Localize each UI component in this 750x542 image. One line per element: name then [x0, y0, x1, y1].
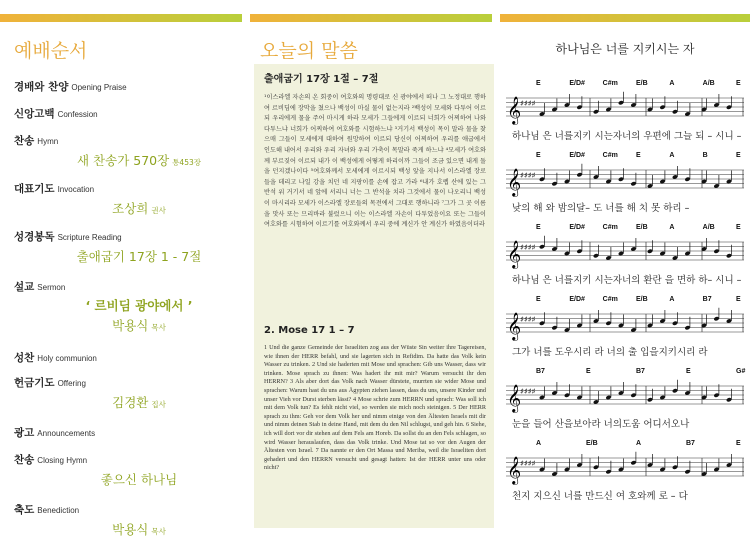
header-bar-word: [250, 14, 492, 22]
hymn-lyric-line: 천지 지으신 너를 만드신 여 호와께 로 – 다: [512, 491, 688, 502]
music-system: [506, 296, 744, 366]
chord-symbol: A: [669, 80, 675, 87]
chord-symbol: A: [669, 224, 675, 231]
chord-symbol: G#: [736, 368, 746, 375]
music-staff: [506, 164, 744, 198]
scripture-text-german: 1 Und die ganze Gemeinde der Israeliten zog aus der Wüste Sin weiter ihre Tagereisen, wie ihnen der HERR befahl, und sie lagerten sich in Refidim. Da hatte das Volk kein Wasser zu trinken. 2 Und sie haderten mit Mose und sprachen: Gib uns Wasser, dass wir trinken. Mose sprach zu ihnen: Was hadert ihr mit mir? Warum versucht ihr den HERRN? 3 Als aber dort das Volk nach Wasser dürstete, murrten sie wider Mose und sprachen: Warum hast du uns aus Ägypten ziehen lassen, dass du uns, unsere Kinder und unser Vieh vor Durst sterben lässt? 4 Mose schrie zum HERRN und sprach: Was soll ich mit dem Volk tun? Es fehlt nicht viel, so werden sie mich noch steinigen. 5 Der HERR sprach zu ihm: Geh vor dem Volk her und nimm einige von den Ältesten Israels mit dir und nimm deinen Stab in deine Hand, mit dem du den Nil schlugst, und geh hin. 6 Siehe, ich will dort vor dir stehen auf dem Fels am Horeb. Da sollst du an den Fels schlagen, so wird Wasser herauslaufen, dass das Volk trinke. Und Mose tat so vor den Augen der Ältesten von Israel. 7 Da nannte er den Ort Massa und Meriba, weil die Israeliten dort gehadert und den HERRN versucht und gesagt hatten: Ist der HERR unter uns oder nicht?: [264, 344, 486, 472]
key-signature-icon: ♯♯♯♯: [520, 459, 536, 468]
order-item-ko: 성경봉독: [14, 231, 55, 243]
order-item-en: Hymn: [37, 137, 59, 146]
order-item-en: Invocation: [57, 185, 95, 194]
order-detail: [14, 519, 242, 542]
person-title: 권사: [151, 206, 166, 215]
key-signature-icon: ♯♯♯♯: [520, 171, 536, 180]
scripture-ref-german: 2. Mose 17 1 – 7: [264, 325, 355, 336]
order-item-en: Sermon: [37, 283, 66, 292]
person-name: 박용식: [112, 318, 149, 333]
key-signature-icon: ♯♯♯♯: [520, 243, 536, 252]
chord-symbol: E/B: [636, 296, 648, 303]
order-item-ko: 대표기도: [14, 183, 55, 195]
hymn-lyric-line: 낮의 해 와 밤의달– 도 너를 해 치 못 하리 –: [512, 203, 690, 214]
order-item-en: Benediction: [37, 506, 80, 515]
chord-symbol: E/D#: [569, 224, 585, 231]
order-item-ko: 경배와 찬양: [14, 81, 69, 93]
hymn-lyric-line: 눈을 들어 산을보아라 너의도움 어디서오나: [512, 419, 690, 430]
hymn-lyric-line: 하나님 은 너를지키 시는자너의 우편에 그늘 되 – 시니 –: [512, 131, 742, 142]
order-item-en: Closing Hymn: [37, 456, 88, 465]
treble-clef-icon: 𝄞: [507, 384, 522, 412]
chord-symbol: E: [736, 224, 741, 231]
scripture-reference: 출애굽기 17장 1 - 7절: [76, 249, 202, 264]
sermon-title: ‘ 르비딤 광야에서 ’: [85, 298, 193, 313]
chord-symbol: A: [669, 152, 675, 159]
hymn-title: 하나님은 너를 지키시는 자: [555, 42, 695, 56]
music-system: [506, 440, 744, 510]
chord-symbol: E: [736, 152, 741, 159]
chord-symbol: B7: [702, 296, 712, 303]
order-item: [14, 346, 242, 367]
todays-word-panel: [250, 30, 492, 530]
chord-row: [506, 152, 744, 164]
chord-symbol: E/B: [636, 224, 648, 231]
chord-row: [506, 440, 744, 452]
order-item-ko: 광고: [14, 427, 35, 439]
person-title: 목사: [151, 527, 166, 536]
chord-symbol: E/D#: [569, 296, 585, 303]
key-signature-icon: ♯♯♯♯: [520, 387, 536, 396]
order-item-en: Confession: [57, 110, 98, 119]
order-detail: [14, 392, 242, 415]
chord-symbol: E/D#: [569, 80, 585, 87]
person-name: 조상희: [112, 201, 149, 216]
chord-symbol: B7: [536, 368, 545, 375]
person-name: 박용식: [112, 522, 149, 537]
order-item-ko: 축도: [14, 504, 35, 516]
scripture-box: [254, 64, 494, 528]
chord-symbol: E: [586, 368, 591, 375]
order-item: [14, 371, 242, 392]
chord-symbol: B7: [636, 368, 645, 375]
order-item-en: Scripture Reading: [57, 233, 122, 242]
header-bar-hymn: [500, 14, 750, 22]
chord-symbol: E: [536, 296, 541, 303]
hymn-number: 새 찬송가 570장: [77, 153, 170, 168]
chord-symbol: C#m: [602, 224, 618, 231]
hymn-sheet-panel: [500, 30, 750, 530]
chord-symbol: E: [536, 80, 541, 87]
order-detail: [14, 296, 242, 315]
chord-symbol: C#m: [602, 152, 618, 159]
order-item: [14, 102, 242, 123]
chord-symbol: E: [536, 224, 541, 231]
chord-symbol: C#m: [602, 80, 618, 87]
chord-symbol: A: [669, 296, 675, 303]
order-item-en: Opening Praise: [71, 83, 127, 92]
scripture-text-korean: ¹이스라엘 자손의 온 회중이 여호와의 명령대로 신 광야에서 떠나 그 노정대로 행하여 르비딤에 장막을 쳤으나 백성이 마실 물이 없는지라 ²백성이 모세와 다투어 이르되 우리에게 물을 주어 마시게 하라 모세가 그들에게 이르되 너희가 어찌하여 나와 다투느냐 너희가 어찌하여 여호와를 시험하느냐 ³거기서 백성이 목이 말라 물을 찾으매 그들이 모세에게 대하여 원망하여 이르되 당신이 어찌하여 우리를 애굽에서 인도해 내어서 우리와 우리 자녀와 우리 가축이 목말라 죽게 하느냐 ⁴모세가 여호와께 부르짖어 이르되 내가 이 백성에게 어떻게 하리이까 그들이 조금 있으면 내게 돌을 던지겠나이다 ⁵여호와께서 모세에게 이르시되 백성 앞을 지나서 이스라엘 장로들을 데리고 나일 강을 치던 네 지팡이를 손에 잡고 가라 ⁶내가 호렙 산에 있는 그 반석 위 거기서 네 앞에 서리니 너는 그 반석을 치라 그것에서 물이 나오리니 백성이 마시리라 모세가 이스라엘 장로들의 목전에서 그대로 행하니라 ⁷그가 그 곳 이름을 맛사 또는 므리바라 불렀으니 이는 이스라엘 자손이 다투었음이요 또는 그들이 여호와를 시험하여 이르기를 여호와께서 우리 중에 계신가 안 계신가 하였음이더라: [264, 94, 486, 229]
hymn-lyric-line: 그가 너를 도우시리 라 너의 출 입을지키시리 라: [512, 347, 708, 358]
order-detail: [14, 198, 242, 221]
music-system: [506, 224, 744, 294]
word-title: 오늘의 말씀: [260, 40, 358, 62]
order-item-ko: 찬송: [14, 454, 35, 466]
key-signature-icon: ♯♯♯♯: [520, 99, 536, 108]
music-staff: [506, 380, 744, 414]
order-detail: [14, 315, 242, 338]
order-item-en: Announcements: [37, 429, 96, 438]
key-signature-icon: ♯♯♯♯: [520, 315, 536, 324]
chord-symbol: C#m: [602, 296, 618, 303]
music-staff: [506, 236, 744, 270]
chord-symbol: A: [536, 440, 542, 447]
person-name: 김경환: [112, 395, 149, 410]
order-item: [14, 275, 242, 296]
treble-clef-icon: 𝄞: [507, 96, 522, 124]
chord-row: [506, 296, 744, 308]
music-staff: [506, 308, 744, 342]
order-item-ko: 찬송: [14, 135, 35, 147]
chord-row: [506, 368, 744, 380]
treble-clef-icon: 𝄞: [507, 240, 522, 268]
order-item: [14, 225, 242, 246]
order-of-worship-panel: [0, 30, 242, 537]
order-item: [14, 448, 242, 469]
music-system: [506, 152, 744, 222]
order-item: [14, 498, 242, 519]
person-title: 목사: [151, 323, 166, 332]
chord-symbol: E: [736, 296, 741, 303]
order-item: [14, 421, 242, 442]
hymn-lyric-line: 하나님 은 너를지키 시는자너의 환란 을 면하 하– 시니 –: [512, 275, 742, 286]
order-item-en: Offering: [57, 379, 86, 388]
order-detail: [14, 246, 242, 269]
chord-symbol: E/B: [586, 440, 598, 447]
order-item-ko: 헌금기도: [14, 377, 55, 389]
hymn-number-old: 통453장: [172, 158, 201, 167]
order-item: [14, 177, 242, 198]
person-title: 집사: [151, 400, 166, 409]
order-item-ko: 설교: [14, 281, 35, 293]
order-item: [14, 75, 242, 96]
chord-symbol: A: [636, 440, 642, 447]
scripture-ref-korean: 출애굽기 17장 1절 – 7절: [264, 74, 379, 85]
order-item: [14, 129, 242, 150]
closing-hymn-title: 좋으신 하나님: [100, 472, 178, 487]
order-detail: [14, 150, 242, 173]
chord-symbol: E: [686, 368, 691, 375]
chord-symbol: E: [636, 152, 641, 159]
order-item-ko: 성찬: [14, 352, 35, 364]
order-title: 예배순서: [14, 40, 88, 62]
music-system: [506, 80, 744, 150]
chord-symbol: E: [736, 80, 741, 87]
chord-row: [506, 224, 744, 236]
chord-symbol: B7: [686, 440, 695, 447]
chord-symbol: A/B: [702, 80, 715, 87]
chord-symbol: B: [702, 152, 708, 159]
order-detail: [14, 469, 242, 492]
order-item-en: Holy communion: [37, 354, 97, 363]
chord-symbol: E/B: [636, 80, 648, 87]
order-item-ko: 신앙고백: [14, 108, 55, 120]
chord-symbol: E: [736, 440, 741, 447]
music-system: [506, 368, 744, 438]
header-bar-order: [0, 14, 242, 22]
chord-row: [506, 80, 744, 92]
treble-clef-icon: 𝄞: [507, 456, 522, 484]
chord-symbol: A/B: [702, 224, 715, 231]
music-staff: [506, 92, 744, 126]
music-staff: [506, 452, 744, 486]
chord-symbol: E: [536, 152, 541, 159]
treble-clef-icon: 𝄞: [507, 312, 522, 340]
chord-symbol: E/D#: [569, 152, 585, 159]
treble-clef-icon: 𝄞: [507, 168, 522, 196]
